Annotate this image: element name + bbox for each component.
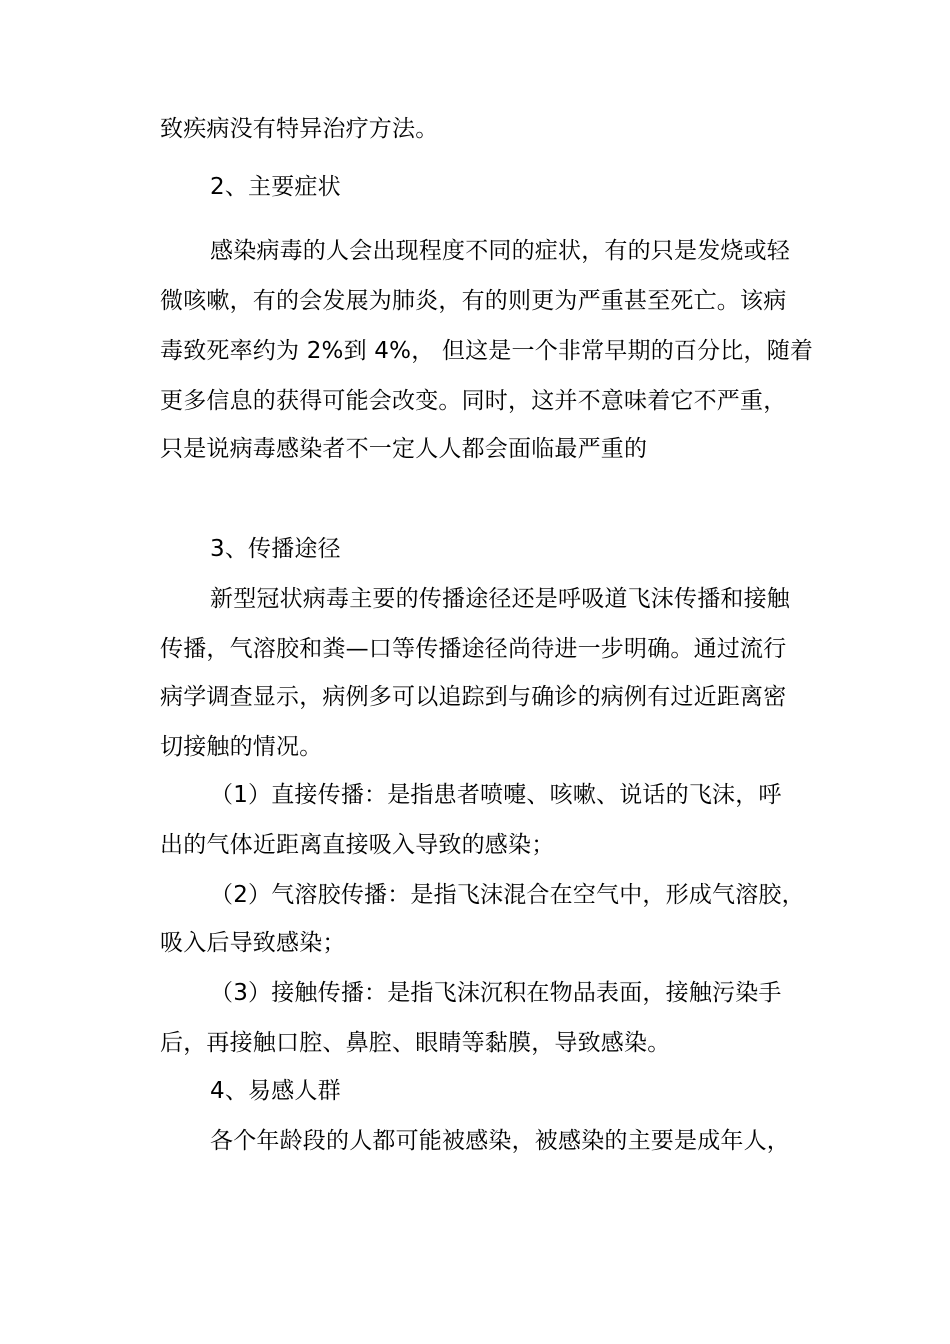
paragraph-line: 感染病毒的人会出现程度不同的症状，有的只是发烧或轻 [210, 238, 790, 264]
section-heading-transmission: 3、传播途径 [210, 536, 341, 562]
paragraph-line: 各个年龄段的人都可能被感染，被感染的主要是成年人， [210, 1128, 790, 1154]
paragraph-line: 新型冠状病毒主要的传播途径还是呼吸道飞沫传播和接触 [210, 586, 790, 612]
list-item-continuation: 出的气体近距离直接吸入导致的感染； [160, 832, 555, 858]
paragraph-line: 只是说病毒感染者不一定人人都会面临最严重的 [160, 436, 648, 462]
paragraph-line: 病学调查显示，病例多可以追踪到与确诊的病例有过近距离密 [160, 684, 787, 710]
list-item-contact-transmission: （3）接触传播：是指飞沫沉积在物品表面，接触污染手 [210, 980, 782, 1006]
paragraph-line: 更多信息的获得可能会改变。同时，这并不意味着它不严重， [160, 388, 787, 414]
paragraph-line: 切接触的情况。 [160, 734, 323, 760]
list-item-aerosol-transmission: （2）气溶胶传播：是指飞沫混合在空气中，形成气溶胶， [210, 882, 805, 908]
list-item-continuation: 吸入后导致感染； [160, 930, 346, 956]
paragraph-line: 致疾病没有特异治疗方法。 [160, 116, 439, 142]
paragraph-line: 微咳嗽，有的会发展为肺炎，有的则更为严重甚至死亡。该病 [160, 288, 787, 314]
list-item-direct-transmission: （1）直接传播：是指患者喷嚏、咳嗽、说话的飞沫，呼 [210, 782, 782, 808]
section-heading-susceptible-population: 4、易感人群 [210, 1078, 341, 1104]
list-item-continuation: 后，再接触口腔、鼻腔、眼睛等黏膜，导致感染。 [160, 1030, 671, 1056]
paragraph-line: 毒致死率约为 2%到 4%， 但这是一个非常早期的百分比，随着 [160, 338, 814, 364]
paragraph-line: 传播，气溶胶和粪—口等传播途径尚待进一步明确。通过流行 [160, 636, 787, 662]
section-heading-symptoms: 2、主要症状 [210, 174, 341, 200]
